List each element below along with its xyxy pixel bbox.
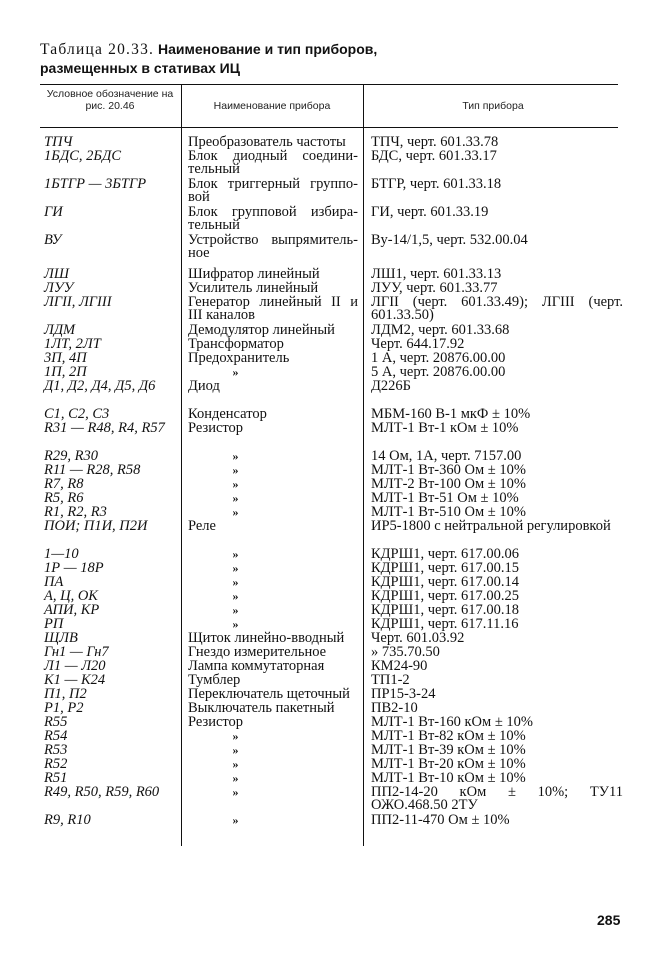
table-row bbox=[0, 702, 660, 716]
device-type-cell: Черт. 644.17.92 bbox=[371, 336, 465, 352]
device-type-cell: МЛТ-2 Вт-100 Ом ± 10% bbox=[371, 476, 526, 492]
designation-cell: 1БТГР — 3БТГР bbox=[44, 176, 147, 192]
table-row bbox=[0, 150, 660, 178]
device-name-cell: Щиток линейно-вводный bbox=[188, 630, 345, 646]
designation-cell: Р1, Р2 bbox=[44, 700, 84, 716]
header-device-name: Наименование прибора bbox=[213, 100, 331, 112]
device-name-cell: » bbox=[232, 575, 239, 589]
device-type-cell: ЛУУ, черт. 601.33.77 bbox=[371, 280, 498, 296]
designation-cell: ПОИ; П1И, П2И bbox=[44, 518, 148, 534]
device-type-cell: ЛШ1, черт. 601.33.13 bbox=[371, 266, 502, 282]
device-name-cell: » bbox=[232, 463, 239, 477]
device-type-cell: КДРШ1, черт. 617.11.16 bbox=[371, 616, 519, 632]
device-type-cell: ИР5-1800 с нейтральной регулировкой bbox=[371, 518, 611, 534]
table-row bbox=[0, 562, 660, 576]
designation-cell: ЛГII, ЛГIII bbox=[44, 294, 112, 310]
device-type-cell: МЛТ-1 Вт-360 Ом ± 10% bbox=[371, 462, 526, 478]
device-name-cell: Демодулятор линейный bbox=[188, 322, 335, 338]
device-name-cell: Конденсатор bbox=[188, 406, 267, 422]
device-name-cell: Тумблер bbox=[188, 672, 241, 688]
device-name-cell: Резистор bbox=[188, 420, 244, 436]
designation-cell: R9, R10 bbox=[44, 812, 91, 828]
device-type-cell: МЛТ-1 Вт-510 Ом ± 10% bbox=[371, 504, 526, 520]
designation-cell: Д1, Д2, Д4, Д5, Д6 bbox=[44, 378, 156, 394]
designation-cell: R31 — R48, R4, R57 bbox=[44, 420, 165, 436]
designation-cell: ВУ bbox=[44, 232, 62, 248]
device-type-cell: МБМ-160 В-1 мкФ ± 10% bbox=[371, 406, 531, 422]
device-name-cell: Резистор bbox=[188, 714, 244, 730]
device-type-cell: МЛТ-1 Вт-51 Ом ± 10% bbox=[371, 490, 519, 506]
device-type-cell: ТП1-2 bbox=[371, 672, 410, 688]
device-type-cell: Д226Б bbox=[371, 378, 411, 394]
designation-cell: R53 bbox=[44, 742, 68, 758]
device-name-cell: » bbox=[232, 505, 239, 519]
table-row bbox=[0, 268, 660, 282]
designation-cell: ЛШ bbox=[44, 266, 69, 282]
table-row bbox=[0, 590, 660, 604]
table-row bbox=[0, 338, 660, 352]
table-row bbox=[0, 478, 660, 492]
device-type-cell: МЛТ-1 Вт-20 кОм ± 10% bbox=[371, 756, 526, 772]
designation-cell: R49, R50, R59, R60 bbox=[44, 784, 160, 800]
device-name-cell: Шифратор линейный bbox=[188, 266, 320, 282]
designation-cell: ЛУУ bbox=[44, 280, 74, 296]
designation-cell: 1ЛТ, 2ЛТ bbox=[44, 336, 101, 352]
table-row bbox=[0, 380, 660, 408]
device-type-cell: ЛДМ2, черт. 601.33.68 bbox=[371, 322, 510, 338]
page-number: 285 bbox=[597, 912, 621, 928]
device-type-cell: КДРШ1, черт. 617.00.18 bbox=[371, 602, 520, 618]
device-type-cell: КМ24-90 bbox=[371, 658, 428, 674]
device-type-cell: ПВ2-10 bbox=[371, 700, 418, 716]
designation-cell: К1 — К24 bbox=[44, 672, 106, 688]
table-row bbox=[0, 730, 660, 744]
designation-cell: R51 bbox=[44, 770, 68, 786]
device-type-cell: Черт. 601.03.92 bbox=[371, 630, 465, 646]
table-row bbox=[0, 422, 660, 450]
device-name-cell: Блок групповой избирательный bbox=[188, 204, 358, 234]
table-row bbox=[0, 234, 660, 268]
designation-cell: ЩЛВ bbox=[44, 630, 78, 646]
table-row bbox=[0, 576, 660, 590]
device-type-cell: МЛТ-1 Вт-1 кОм ± 10% bbox=[371, 420, 519, 436]
table-body bbox=[0, 136, 660, 828]
device-name-cell: Гнездо измерительное bbox=[188, 644, 327, 660]
designation-cell: ЛДМ bbox=[44, 322, 76, 338]
device-name-cell: » bbox=[232, 743, 239, 757]
designation-cell: R1, R2, R3 bbox=[44, 504, 107, 520]
device-name-cell: » bbox=[232, 589, 239, 603]
device-type-cell: ПП2-14-20 кОм ± 10%; ТУ11 ОЖО.468.50 2ТУ bbox=[371, 784, 623, 814]
device-type-cell: КДРШ1, черт. 617.00.15 bbox=[371, 560, 520, 576]
designation-cell: R55 bbox=[44, 714, 68, 730]
device-name-cell: » bbox=[232, 757, 239, 771]
designation-cell: 1П, 2П bbox=[44, 364, 87, 380]
designation-cell: 3П, 4П bbox=[44, 350, 87, 366]
designation-cell: С1, С2, С3 bbox=[44, 406, 110, 422]
device-type-cell: ТПЧ, черт. 601.33.78 bbox=[371, 134, 499, 150]
device-name-cell: Переключатель щеточный bbox=[188, 686, 350, 702]
designation-cell: А, Ц, ОК bbox=[44, 588, 98, 604]
table-top-rule bbox=[40, 84, 618, 85]
device-type-cell: » 735.70.50 bbox=[371, 644, 440, 660]
device-name-cell: » bbox=[232, 449, 239, 463]
designation-cell: ПА bbox=[44, 574, 64, 590]
device-name-cell: Устройство выпрямительное bbox=[188, 232, 358, 262]
table-row bbox=[0, 758, 660, 772]
table-row bbox=[0, 178, 660, 206]
device-type-cell: МЛТ-1 Вт-82 кОм ± 10% bbox=[371, 728, 526, 744]
device-name-cell: » bbox=[232, 491, 239, 505]
device-type-cell: Ву-14/1,5, черт. 532.00.04 bbox=[371, 232, 528, 248]
device-name-cell: » bbox=[232, 547, 239, 561]
device-name-cell: Лампа коммутаторная bbox=[188, 658, 325, 674]
device-type-cell: МЛТ-1 Вт-39 кОм ± 10% bbox=[371, 742, 526, 758]
table-header-rule bbox=[40, 127, 618, 128]
table-row bbox=[0, 716, 660, 730]
device-type-cell: КДРШ1, черт. 617.00.25 bbox=[371, 588, 520, 604]
designation-cell: 1Р — 18Р bbox=[44, 560, 104, 576]
caption-prefix: Таблица 20.33. bbox=[40, 41, 155, 58]
table-row bbox=[0, 814, 660, 828]
device-name-cell: » bbox=[232, 561, 239, 575]
device-name-cell: Усилитель линейный bbox=[188, 280, 319, 296]
device-name-cell: Генератор линейный II и III каналов bbox=[188, 294, 358, 324]
device-name-cell: » bbox=[232, 771, 239, 785]
device-type-cell: 5 А, черт. 20876.00.00 bbox=[371, 364, 506, 380]
designation-cell: R52 bbox=[44, 756, 68, 772]
device-type-cell: МЛТ-1 Вт-10 кОм ± 10% bbox=[371, 770, 526, 786]
table-row bbox=[0, 786, 660, 814]
table-row bbox=[0, 604, 660, 618]
table-row bbox=[0, 206, 660, 234]
device-name-cell: » bbox=[232, 729, 239, 743]
device-name-cell: Диод bbox=[188, 378, 220, 394]
designation-cell: П1, П2 bbox=[44, 686, 87, 702]
device-type-cell: БДС, черт. 601.33.17 bbox=[371, 148, 497, 164]
designation-cell: ТПЧ bbox=[44, 134, 73, 150]
device-name-cell: Трансформатор bbox=[188, 336, 284, 352]
device-name-cell: » bbox=[232, 603, 239, 617]
device-name-cell: » bbox=[232, 477, 239, 491]
header-device-type: Тип прибора bbox=[462, 100, 524, 112]
caption-title-line1: Наименование и тип приборов, bbox=[157, 41, 378, 57]
designation-cell: ГИ bbox=[44, 204, 63, 220]
caption-title-line2: размещенных в стативах ИЦ bbox=[40, 60, 240, 76]
device-type-cell: ПП2-11-470 Ом ± 10% bbox=[371, 812, 510, 828]
device-name-cell: Блок диодный соединительный bbox=[188, 148, 358, 178]
device-name-cell: Преобразователь частоты bbox=[188, 134, 346, 150]
device-name-cell: Предохранитель bbox=[188, 350, 290, 366]
device-type-cell: 14 Ом, 1А, черт. 7157.00 bbox=[371, 448, 522, 464]
designation-cell: R7, R8 bbox=[44, 476, 84, 492]
table-row bbox=[0, 744, 660, 758]
device-type-cell: ПР15-3-24 bbox=[371, 686, 436, 702]
device-name-cell: » bbox=[232, 785, 239, 799]
designation-cell: 1—10 bbox=[44, 546, 79, 562]
designation-cell: АПИ, КР bbox=[44, 602, 100, 618]
device-name-cell: Блок триггерный групповой bbox=[188, 176, 358, 206]
table-caption bbox=[40, 40, 630, 78]
device-name-cell: Выключатель пакетный bbox=[188, 700, 335, 716]
designation-cell: R29, R30 bbox=[44, 448, 98, 464]
designation-cell: РП bbox=[44, 616, 64, 632]
device-type-cell: МЛТ-1 Вт-160 кОм ± 10% bbox=[371, 714, 533, 730]
designation-cell: Гн1 — Гн7 bbox=[44, 644, 109, 660]
table-row bbox=[0, 464, 660, 478]
device-type-cell: ГИ, черт. 601.33.19 bbox=[371, 204, 489, 220]
designation-cell: R5, R6 bbox=[44, 490, 84, 506]
device-name-cell: Реле bbox=[188, 518, 216, 534]
device-name-cell: » bbox=[232, 365, 239, 379]
designation-cell: 1БДС, 2БДС bbox=[44, 148, 122, 164]
table-row bbox=[0, 352, 660, 366]
designation-cell: R11 — R28, R58 bbox=[44, 462, 141, 478]
table-row bbox=[0, 296, 660, 324]
designation-cell: R54 bbox=[44, 728, 68, 744]
table-row bbox=[0, 520, 660, 548]
device-type-cell: КДРШ1, черт. 617.00.14 bbox=[371, 574, 520, 590]
device-type-cell: КДРШ1, черт. 617.00.06 bbox=[371, 546, 520, 562]
designation-cell: Л1 — Л20 bbox=[44, 658, 106, 674]
device-name-cell: » bbox=[232, 617, 239, 631]
device-name-cell: » bbox=[232, 813, 239, 827]
device-type-cell: БТГР, черт. 601.33.18 bbox=[371, 176, 502, 192]
device-type-cell: ЛГII (черт. 601.33.49); ЛГIII (черт. 601.33.50) bbox=[371, 294, 623, 324]
header-designation: Условное обозначение на рис. 20.46 bbox=[46, 88, 174, 112]
device-type-cell: 1 А, черт. 20876.00.00 bbox=[371, 350, 506, 366]
